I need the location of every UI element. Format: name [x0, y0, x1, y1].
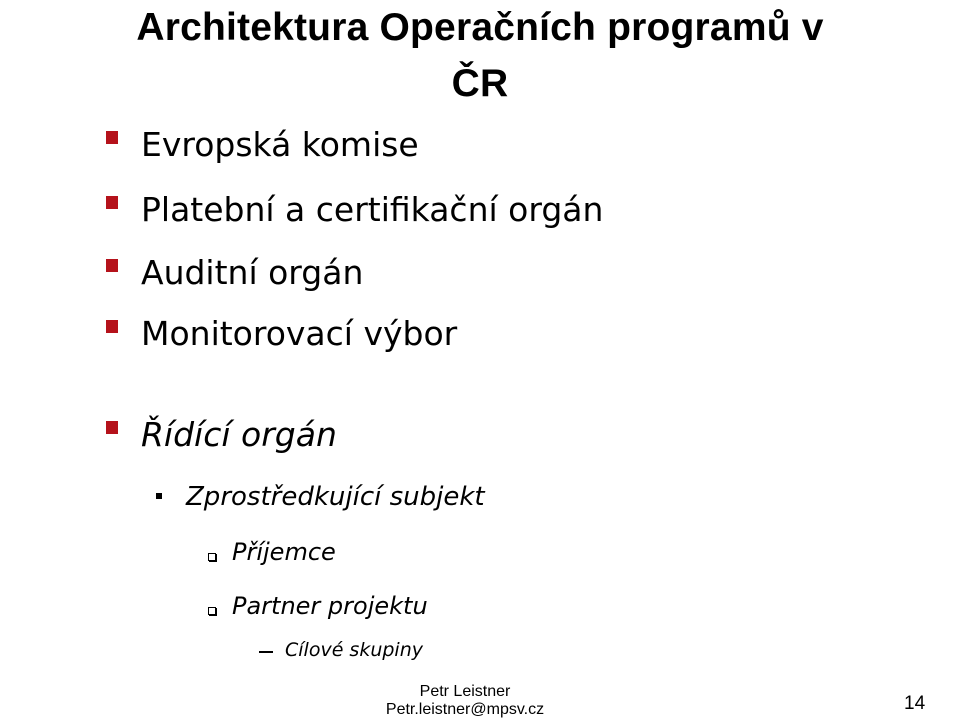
checkbox-bullet-icon: [208, 553, 216, 561]
list-item-monitoring-committee: Monitorovací výbor: [141, 314, 458, 353]
list-item-recipient: Příjemce: [232, 538, 336, 566]
list-item-audit-authority: Auditní orgán: [141, 253, 364, 292]
bullet-square-icon: [106, 259, 118, 272]
list-item-managing-authority: Řídící orgán: [141, 415, 337, 454]
bullet-square-icon: [106, 131, 118, 144]
slide-title: [0, 0, 960, 112]
bullet-square-icon: [106, 196, 118, 209]
footer-email: Petr.leistner@mpsv.cz: [385, 701, 545, 718]
list-item-intermediate-body: Zprostředkující subjekt: [186, 482, 485, 512]
list-item-certifying-authority: Platební a certifikační orgán: [141, 190, 604, 229]
sub-bullet-icon: [156, 493, 162, 499]
list-item-target-groups: Cílové skupiny: [285, 639, 423, 661]
dash-bullet-icon: [259, 651, 273, 653]
title-line-1: Architektura Operačních programů v: [136, 6, 824, 49]
footer-author-block: [330, 683, 600, 719]
title-line-2: ČR: [451, 62, 509, 105]
bullet-square-icon: [106, 320, 118, 333]
list-item-project-partner: Partner projektu: [232, 592, 428, 620]
page-number: 14: [904, 693, 926, 714]
list-item-european-commission: Evropská komise: [141, 125, 419, 164]
bullet-square-icon: [106, 421, 118, 434]
checkbox-bullet-icon: [208, 607, 216, 615]
footer-author: Petr Leistner: [419, 683, 511, 700]
